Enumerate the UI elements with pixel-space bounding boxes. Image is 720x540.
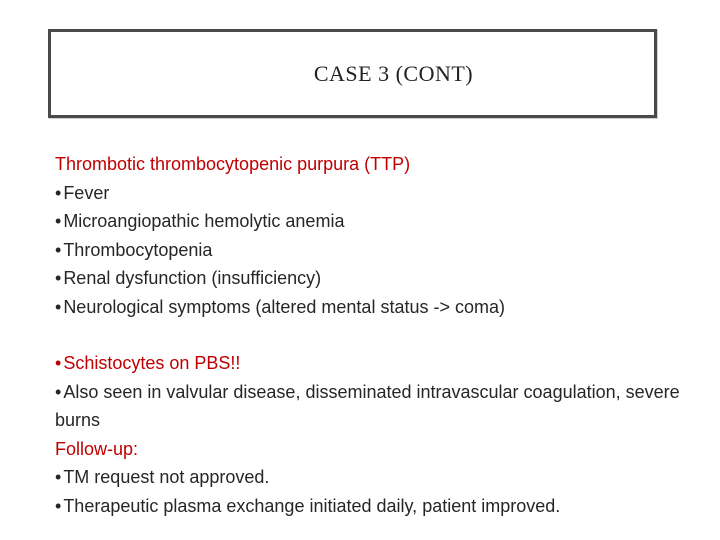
bullet-icon: •	[55, 296, 62, 317]
slide-body	[55, 150, 695, 520]
symptom-item	[55, 264, 695, 293]
bullet-icon: •	[55, 182, 62, 203]
title-box	[48, 29, 657, 118]
bullet-icon: •	[55, 268, 62, 288]
spacer	[55, 321, 695, 349]
followup-heading: Follow-up:	[55, 438, 139, 459]
bullet-icon: •	[55, 467, 62, 487]
followup-text: Therapeutic plasma exchange initiated daily, patient improved.	[63, 495, 561, 516]
bullet-icon: •	[55, 495, 62, 516]
symptom-text: Thrombocytopenia	[63, 239, 213, 260]
slide-title: CASE 3 (CONT)	[313, 61, 474, 86]
bullet-icon: •	[55, 239, 62, 260]
bullet-icon: •	[55, 381, 62, 402]
also-seen-item	[55, 378, 695, 435]
symptom-text: Neurological symptoms (altered mental status -> coma)	[63, 296, 505, 317]
symptom-item	[55, 236, 695, 265]
symptom-item	[55, 293, 695, 322]
symptom-text: Microangiopathic hemolytic anemia	[63, 211, 345, 231]
ttp-heading: Thrombotic thrombocytopenic purpura (TTP)	[55, 154, 411, 174]
schistocytes-text: Schistocytes on PBS!!	[63, 353, 241, 373]
bullet-icon: •	[55, 211, 62, 231]
followup-item	[55, 492, 695, 521]
followup-item	[55, 463, 695, 492]
symptom-item	[55, 207, 695, 236]
symptom-text: Fever	[63, 182, 110, 203]
followup-text: TM request not approved.	[63, 467, 270, 487]
symptom-text: Renal dysfunction (insufficiency)	[63, 268, 322, 288]
also-seen-text: Also seen in valvular disease, disseminated intravascular coagulation, severe burns	[55, 381, 680, 430]
symptom-item	[55, 179, 695, 208]
bullet-icon: •	[55, 353, 62, 373]
schistocytes-item	[55, 349, 695, 378]
